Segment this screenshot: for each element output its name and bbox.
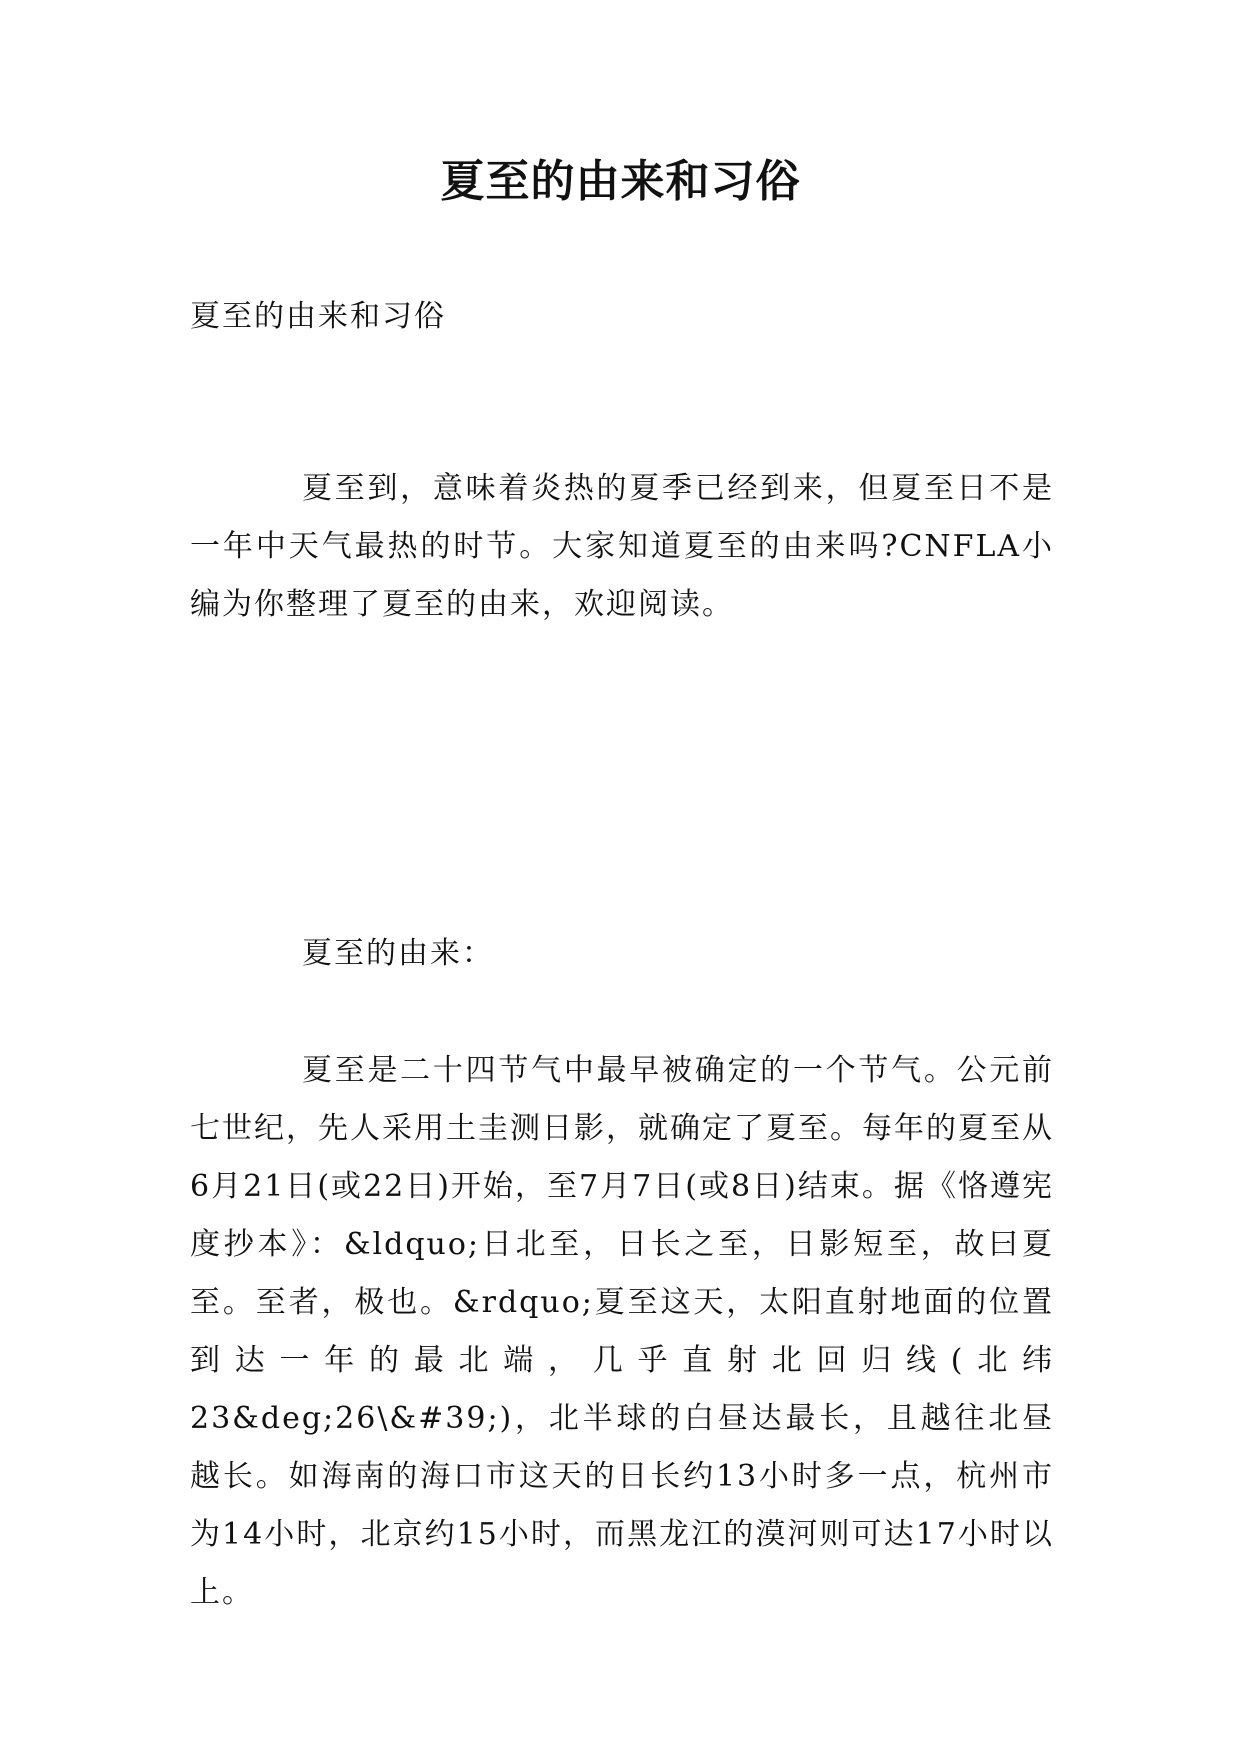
section-heading-origin: 夏至的由来： [302,936,494,971]
document-subtitle: 夏至的由来和习俗 [190,299,446,334]
intro-paragraph: 夏至到，意味着炎热的夏季已经到来，但夏至日不是一年中天气最热的时节。大家知道夏至的由来吗?CNFLA小编为你整理了夏至的由来，欢迎阅读。 [190,471,1054,622]
origin-paragraph: 夏至是二十四节气中最早被确定的一个节气。公元前七世纪，先人采用土圭测日影，就确定了夏至。每年的夏至从6月21日(或22日)开始，至7月7日(或8日)结束。据《恪遵宪度抄本》：&ldquo;日北至，日长之至，日影短至，故曰夏至。至者，极也。&rdquo;夏至这天，太阳直射地面的位置到达一年的最北端，几乎直射北回归线(北纬23&deg;26\&#39;)，北半球的白昼达最长，且越往北昼越长。如海南的海口市这天的日长约13小时多一点，杭州市为14小时，北京约15小时，而黑龙江的漠河则可达17小时以上。 [190,1053,1054,1610]
document-title: 夏至的由来和习俗 [440,156,801,207]
